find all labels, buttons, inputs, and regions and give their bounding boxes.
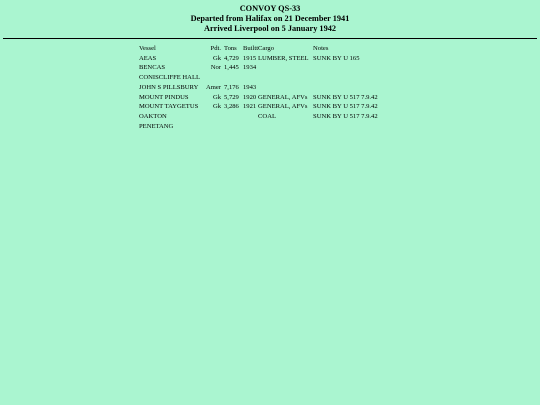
notes-cell xyxy=(313,122,383,132)
table-header-row xyxy=(139,44,383,54)
table-row xyxy=(139,83,383,93)
pdt-cell xyxy=(203,122,224,132)
vessel-cell: PENETANG xyxy=(139,122,174,130)
tons-cell: 7,176 xyxy=(224,83,239,91)
cargo-cell: GENERAL, AFVs xyxy=(258,103,308,111)
built-cell xyxy=(243,122,258,132)
built-cell: 1934 xyxy=(243,64,257,72)
pdt-cell xyxy=(203,112,224,122)
vessel-cell: BENCAS xyxy=(139,64,166,72)
vessel-cell: CONISCLIFFE HALL xyxy=(139,74,200,82)
tons-cell xyxy=(224,73,243,83)
built-cell: 1920 xyxy=(243,93,257,101)
notes-cell xyxy=(313,73,383,83)
pdt-cell: Amer xyxy=(205,83,221,91)
column-header-built: Builtt xyxy=(243,45,259,52)
pdt-cell: Gk xyxy=(212,93,221,101)
table-row xyxy=(139,93,383,103)
cargo-cell xyxy=(258,122,313,132)
built-cell: 1943 xyxy=(243,83,257,91)
vessel-cell: MOUNT TAYGETUS xyxy=(139,103,199,111)
notes-cell: SUNK BY U 517 7.9.42 xyxy=(313,103,378,111)
vessel-cell: AEAS xyxy=(139,54,157,62)
notes-cell: SUNK BY U 517 7.9.42 xyxy=(313,93,378,101)
notes-cell: SUNK BY U 517 7.9.42 xyxy=(313,112,378,120)
table-row xyxy=(139,102,383,112)
column-header-pdt: Pdt. xyxy=(210,45,221,52)
column-header-tons: Tons xyxy=(224,45,237,52)
tons-cell: 4,729 xyxy=(224,54,239,62)
header-divider xyxy=(3,38,537,39)
built-cell xyxy=(243,73,258,83)
pdt-cell: Gk xyxy=(212,54,221,62)
table-row xyxy=(139,73,383,83)
vessel-cell: MOUNT PINDUS xyxy=(139,93,189,101)
tons-cell xyxy=(224,122,243,132)
pdt-cell: Nor xyxy=(210,64,221,72)
arrival-line: Arrived Liverpool on 5 January 1942 xyxy=(203,24,337,33)
departure-line: Departed from Halifax on 21 December 1941 xyxy=(190,14,350,23)
notes-cell xyxy=(313,83,383,93)
table-row xyxy=(139,54,383,64)
pdt-cell xyxy=(203,73,224,83)
cargo-cell: GENERAL, AFVs xyxy=(258,93,308,101)
table-row xyxy=(139,112,383,122)
convoy-header xyxy=(0,0,540,34)
column-header-cargo: Cargo xyxy=(258,45,275,52)
cargo-cell xyxy=(258,83,313,93)
vessel-cell: JOHN S PILLSBURY xyxy=(139,83,199,91)
tons-cell xyxy=(224,112,243,122)
notes-cell: SUNK BY U 165 xyxy=(313,54,360,62)
built-cell xyxy=(243,112,258,122)
convoy-table xyxy=(139,44,383,131)
cargo-cell: COAL xyxy=(258,112,276,120)
notes-cell xyxy=(313,63,383,73)
cargo-cell xyxy=(258,73,313,83)
page-title: CONVOY QS-33 xyxy=(239,4,301,13)
table-row xyxy=(139,63,383,73)
table-row xyxy=(139,122,383,132)
cargo-cell xyxy=(258,63,313,73)
column-header-notes: Notes xyxy=(313,45,329,52)
pdt-cell: Gk xyxy=(212,103,221,111)
tons-cell: 5,729 xyxy=(224,93,239,101)
column-header-vessel: Vessel xyxy=(139,45,156,52)
built-cell: 1915 xyxy=(243,54,257,62)
vessel-cell: OAKTON xyxy=(139,112,167,120)
tons-cell: 1,445 xyxy=(224,64,239,72)
built-cell: 1921 xyxy=(243,103,257,111)
tons-cell: 3,286 xyxy=(224,103,239,111)
cargo-cell: LUMBER, STEEL xyxy=(258,54,309,62)
